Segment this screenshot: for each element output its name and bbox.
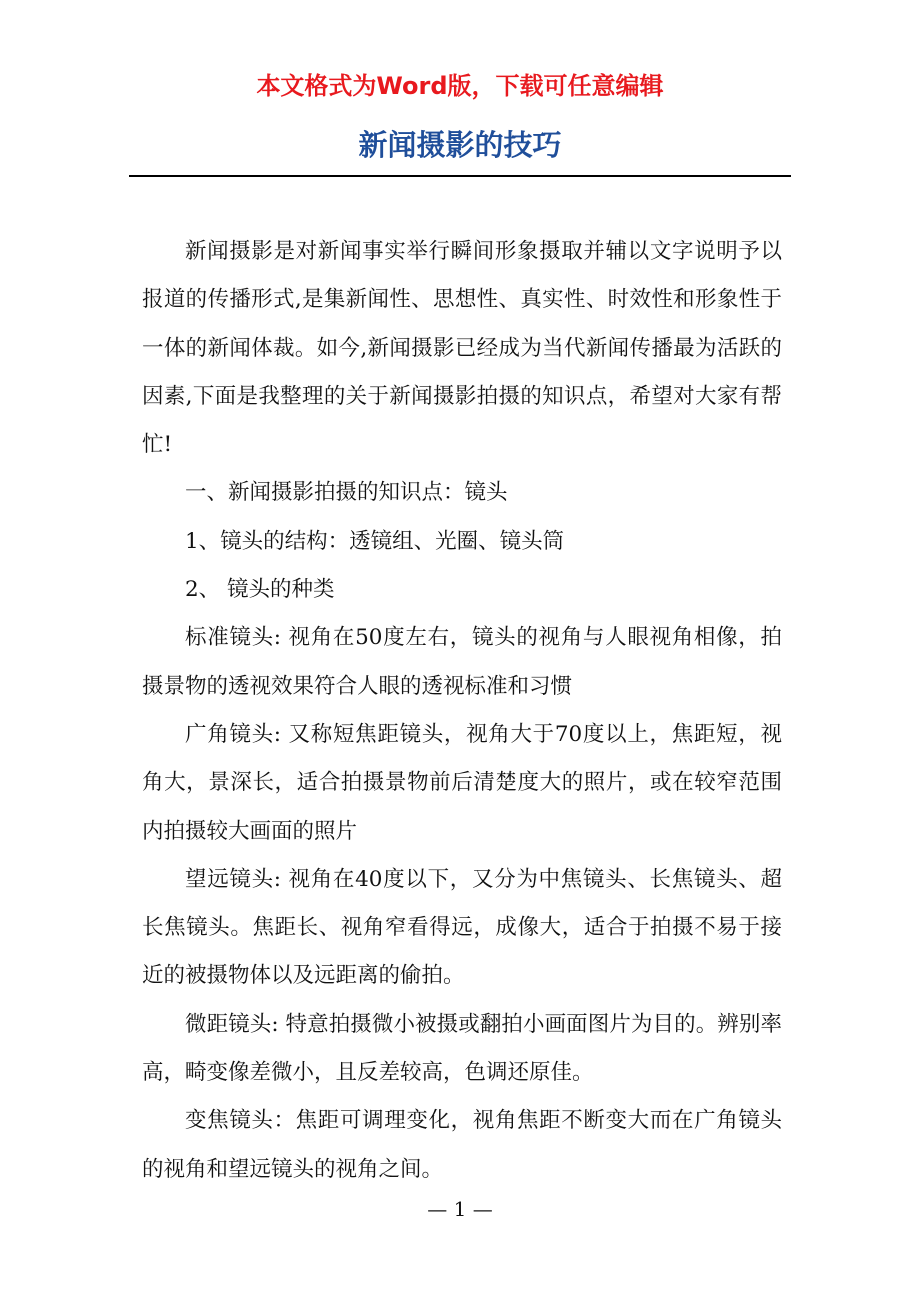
intro-paragraph: 新闻摄影是对新闻事实举行瞬间形象摄取并辅以文字说明予以报道的传播形式,是集新闻性、思想性、真实性、时效性和形象性于一体的新闻体裁。如今,新闻摄影已经成为当代新闻传播最为活跃的因素,下面是我整理的关于新闻摄影拍摄的知识点，希望对大家有帮忙! xyxy=(142,239,782,458)
telephoto-lens-paragraph: 望远镜头: 视角在40度以下，又分为中焦镜头、长焦镜头、超长焦镜头。焦距长、视角窄看得远，成像大，适合于拍摄不易于接近的被摄物体以及远距离的偷拍。 xyxy=(142,866,782,989)
format-notice-banner: 本文格式为Word版，下载可任意编辑 xyxy=(256,72,664,100)
wide-angle-lens-paragraph: 广角镜头: 又称短焦距镜头，视角大于70度以上，焦距短，视角大，景深长，适合拍摄景物前后清楚度大的照片，或在较窄范围内拍摄较大画面的照片 xyxy=(142,721,782,844)
lens-structure-item: 1、镜头的结构：透镜组、光圈、镜头筒 xyxy=(185,528,565,554)
zoom-lens-paragraph: 变焦镜头：焦距可调理变化，视角焦距不断变大而在广角镜头的视角和望远镜头的视角之间。 xyxy=(142,1108,782,1182)
title-divider xyxy=(129,175,791,177)
lens-types-item: 2、 镜头的种类 xyxy=(185,577,335,603)
section-heading-lens: 一、新闻摄影拍摄的知识点：镜头 xyxy=(185,480,508,506)
document-title: 新闻摄影的技巧 xyxy=(358,128,562,162)
page-number: — 1 — xyxy=(427,1197,493,1221)
macro-lens-paragraph: 微距镜头: 特意拍摄微小被摄或翻拍小画面图片为目的。辨别率高，畸变像差微小，且反差较高，色调还原佳。 xyxy=(142,1011,782,1086)
standard-lens-paragraph: 标准镜头: 视角在50度左右，镜头的视角与人眼视角相像，拍摄景物的透视效果符合人眼的透视标准和习惯 xyxy=(142,625,782,699)
document-body xyxy=(142,228,782,1194)
